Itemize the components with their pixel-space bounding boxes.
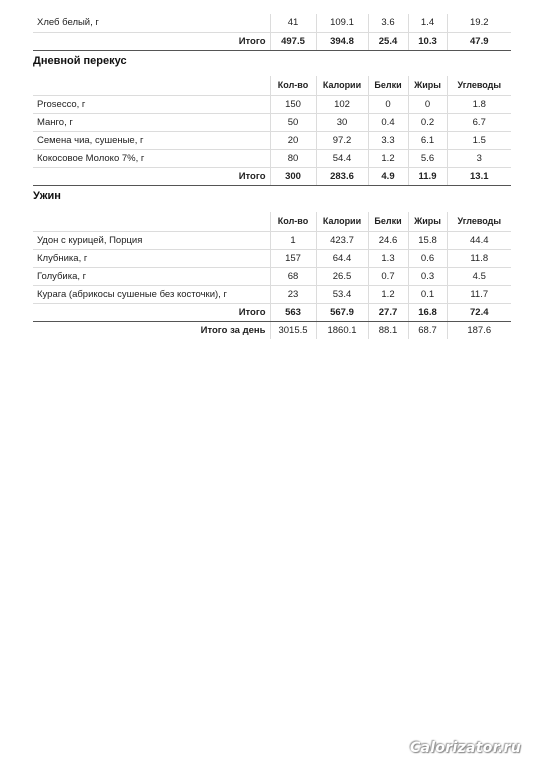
table-row	[33, 285, 511, 303]
protein-cell: 1.3	[368, 249, 408, 267]
table-row	[33, 131, 511, 149]
food-name: Удон с курицей, Порция	[33, 231, 270, 249]
total-fat: 16.8	[408, 303, 447, 321]
snack-table	[33, 76, 511, 186]
total-qty: 497.5	[270, 32, 316, 50]
calories-cell: 102	[316, 95, 368, 113]
total-fat: 10.3	[408, 32, 447, 50]
qty-cell: 1	[270, 231, 316, 249]
carbs-cell: 6.7	[447, 113, 511, 131]
total-calories: 567.9	[316, 303, 368, 321]
carbs-cell: 3	[447, 149, 511, 167]
total-fat: 11.9	[408, 167, 447, 185]
qty-cell: 20	[270, 131, 316, 149]
calories-cell: 53.4	[316, 285, 368, 303]
total-label: Итого	[33, 167, 270, 185]
fat-cell: 0	[408, 95, 447, 113]
qty-cell: 80	[270, 149, 316, 167]
snack-section-title: Дневной перекус	[33, 55, 127, 67]
calories-cell: 109.1	[316, 14, 368, 32]
table-row	[33, 113, 511, 131]
protein-cell: 24.6	[368, 231, 408, 249]
header-protein: Белки	[368, 212, 408, 231]
day-total-row	[33, 321, 511, 339]
table-row	[33, 14, 511, 32]
protein-cell: 0	[368, 95, 408, 113]
header-name	[33, 76, 270, 95]
carbs-cell: 4.5	[447, 267, 511, 285]
fat-cell: 0.6	[408, 249, 447, 267]
protein-cell: 1.2	[368, 285, 408, 303]
table-row	[33, 231, 511, 249]
calories-cell: 97.2	[316, 131, 368, 149]
fat-cell: 1.4	[408, 14, 447, 32]
total-calories: 394.8	[316, 32, 368, 50]
total-qty: 300	[270, 167, 316, 185]
day-total-label: Итого за день	[200, 324, 266, 336]
qty-cell: 150	[270, 95, 316, 113]
dinner-section-title: Ужин	[33, 190, 61, 202]
qty-cell: 50	[270, 113, 316, 131]
food-name: Семена чиа, сушеные, г	[33, 131, 270, 149]
total-row	[33, 167, 511, 185]
calories-cell: 54.4	[316, 149, 368, 167]
carbs-cell: 1.5	[447, 131, 511, 149]
header-qty: Кол-во	[270, 212, 316, 231]
food-name: Клубника, г	[33, 249, 270, 267]
food-name: Голубика, г	[33, 267, 270, 285]
header-carbs: Углеводы	[447, 76, 511, 95]
header-qty: Кол-во	[270, 76, 316, 95]
calories-cell: 26.5	[316, 267, 368, 285]
total-carbs: 47.9	[447, 32, 511, 50]
site-watermark: Calorizator.ru	[409, 740, 521, 756]
fat-cell: 15.8	[408, 231, 447, 249]
total-protein: 25.4	[368, 32, 408, 50]
calories-cell: 30	[316, 113, 368, 131]
header-fat: Жиры	[408, 76, 447, 95]
total-row	[33, 32, 511, 50]
total-carbs: 72.4	[447, 303, 511, 321]
qty-cell: 41	[270, 14, 316, 32]
carbs-cell: 19.2	[447, 14, 511, 32]
food-name: Prosecco, г	[33, 95, 270, 113]
protein-cell: 3.6	[368, 14, 408, 32]
fat-cell: 0.1	[408, 285, 447, 303]
food-name: Кокосовое Молоко 7%, г	[33, 149, 270, 167]
carbs-cell: 44.4	[447, 231, 511, 249]
day-total-protein: 88.1	[368, 321, 408, 339]
total-carbs: 13.1	[447, 167, 511, 185]
fat-cell: 0.3	[408, 267, 447, 285]
protein-cell: 0.4	[368, 113, 408, 131]
total-label: Итого	[33, 303, 270, 321]
carbs-cell: 11.7	[447, 285, 511, 303]
qty-cell: 157	[270, 249, 316, 267]
calories-cell: 423.7	[316, 231, 368, 249]
calories-cell: 64.4	[316, 249, 368, 267]
table-row	[33, 95, 511, 113]
header-fat: Жиры	[408, 212, 447, 231]
dinner-table	[33, 212, 511, 339]
table-row	[33, 267, 511, 285]
qty-cell: 68	[270, 267, 316, 285]
day-total-qty: 3015.5	[270, 321, 316, 339]
fat-cell: 5.6	[408, 149, 447, 167]
carbs-cell: 11.8	[447, 249, 511, 267]
total-row	[33, 303, 511, 321]
day-total-fat: 68.7	[408, 321, 447, 339]
header-name	[33, 212, 270, 231]
total-protein: 27.7	[368, 303, 408, 321]
table-header-row	[33, 76, 511, 95]
food-name: Хлеб белый, г	[33, 14, 270, 32]
header-calories: Калории	[316, 212, 368, 231]
protein-cell: 0.7	[368, 267, 408, 285]
protein-cell: 3.3	[368, 131, 408, 149]
fat-cell: 0.2	[408, 113, 447, 131]
protein-cell: 1.2	[368, 149, 408, 167]
total-calories: 283.6	[316, 167, 368, 185]
day-total-carbs: 187.6	[447, 321, 511, 339]
day-total-calories: 1860.1	[316, 321, 368, 339]
table-header-row	[33, 212, 511, 231]
fat-cell: 6.1	[408, 131, 447, 149]
table-row	[33, 149, 511, 167]
food-name: Манго, г	[33, 113, 270, 131]
header-calories: Калории	[316, 76, 368, 95]
qty-cell: 23	[270, 285, 316, 303]
total-qty: 563	[270, 303, 316, 321]
total-label: Итого	[33, 32, 270, 50]
total-protein: 4.9	[368, 167, 408, 185]
food-name: Курага (абрикосы сушеные без косточки), г	[33, 285, 270, 303]
carbs-cell: 1.8	[447, 95, 511, 113]
header-protein: Белки	[368, 76, 408, 95]
header-carbs: Углеводы	[447, 212, 511, 231]
breakfast-table	[33, 14, 511, 51]
table-row	[33, 249, 511, 267]
